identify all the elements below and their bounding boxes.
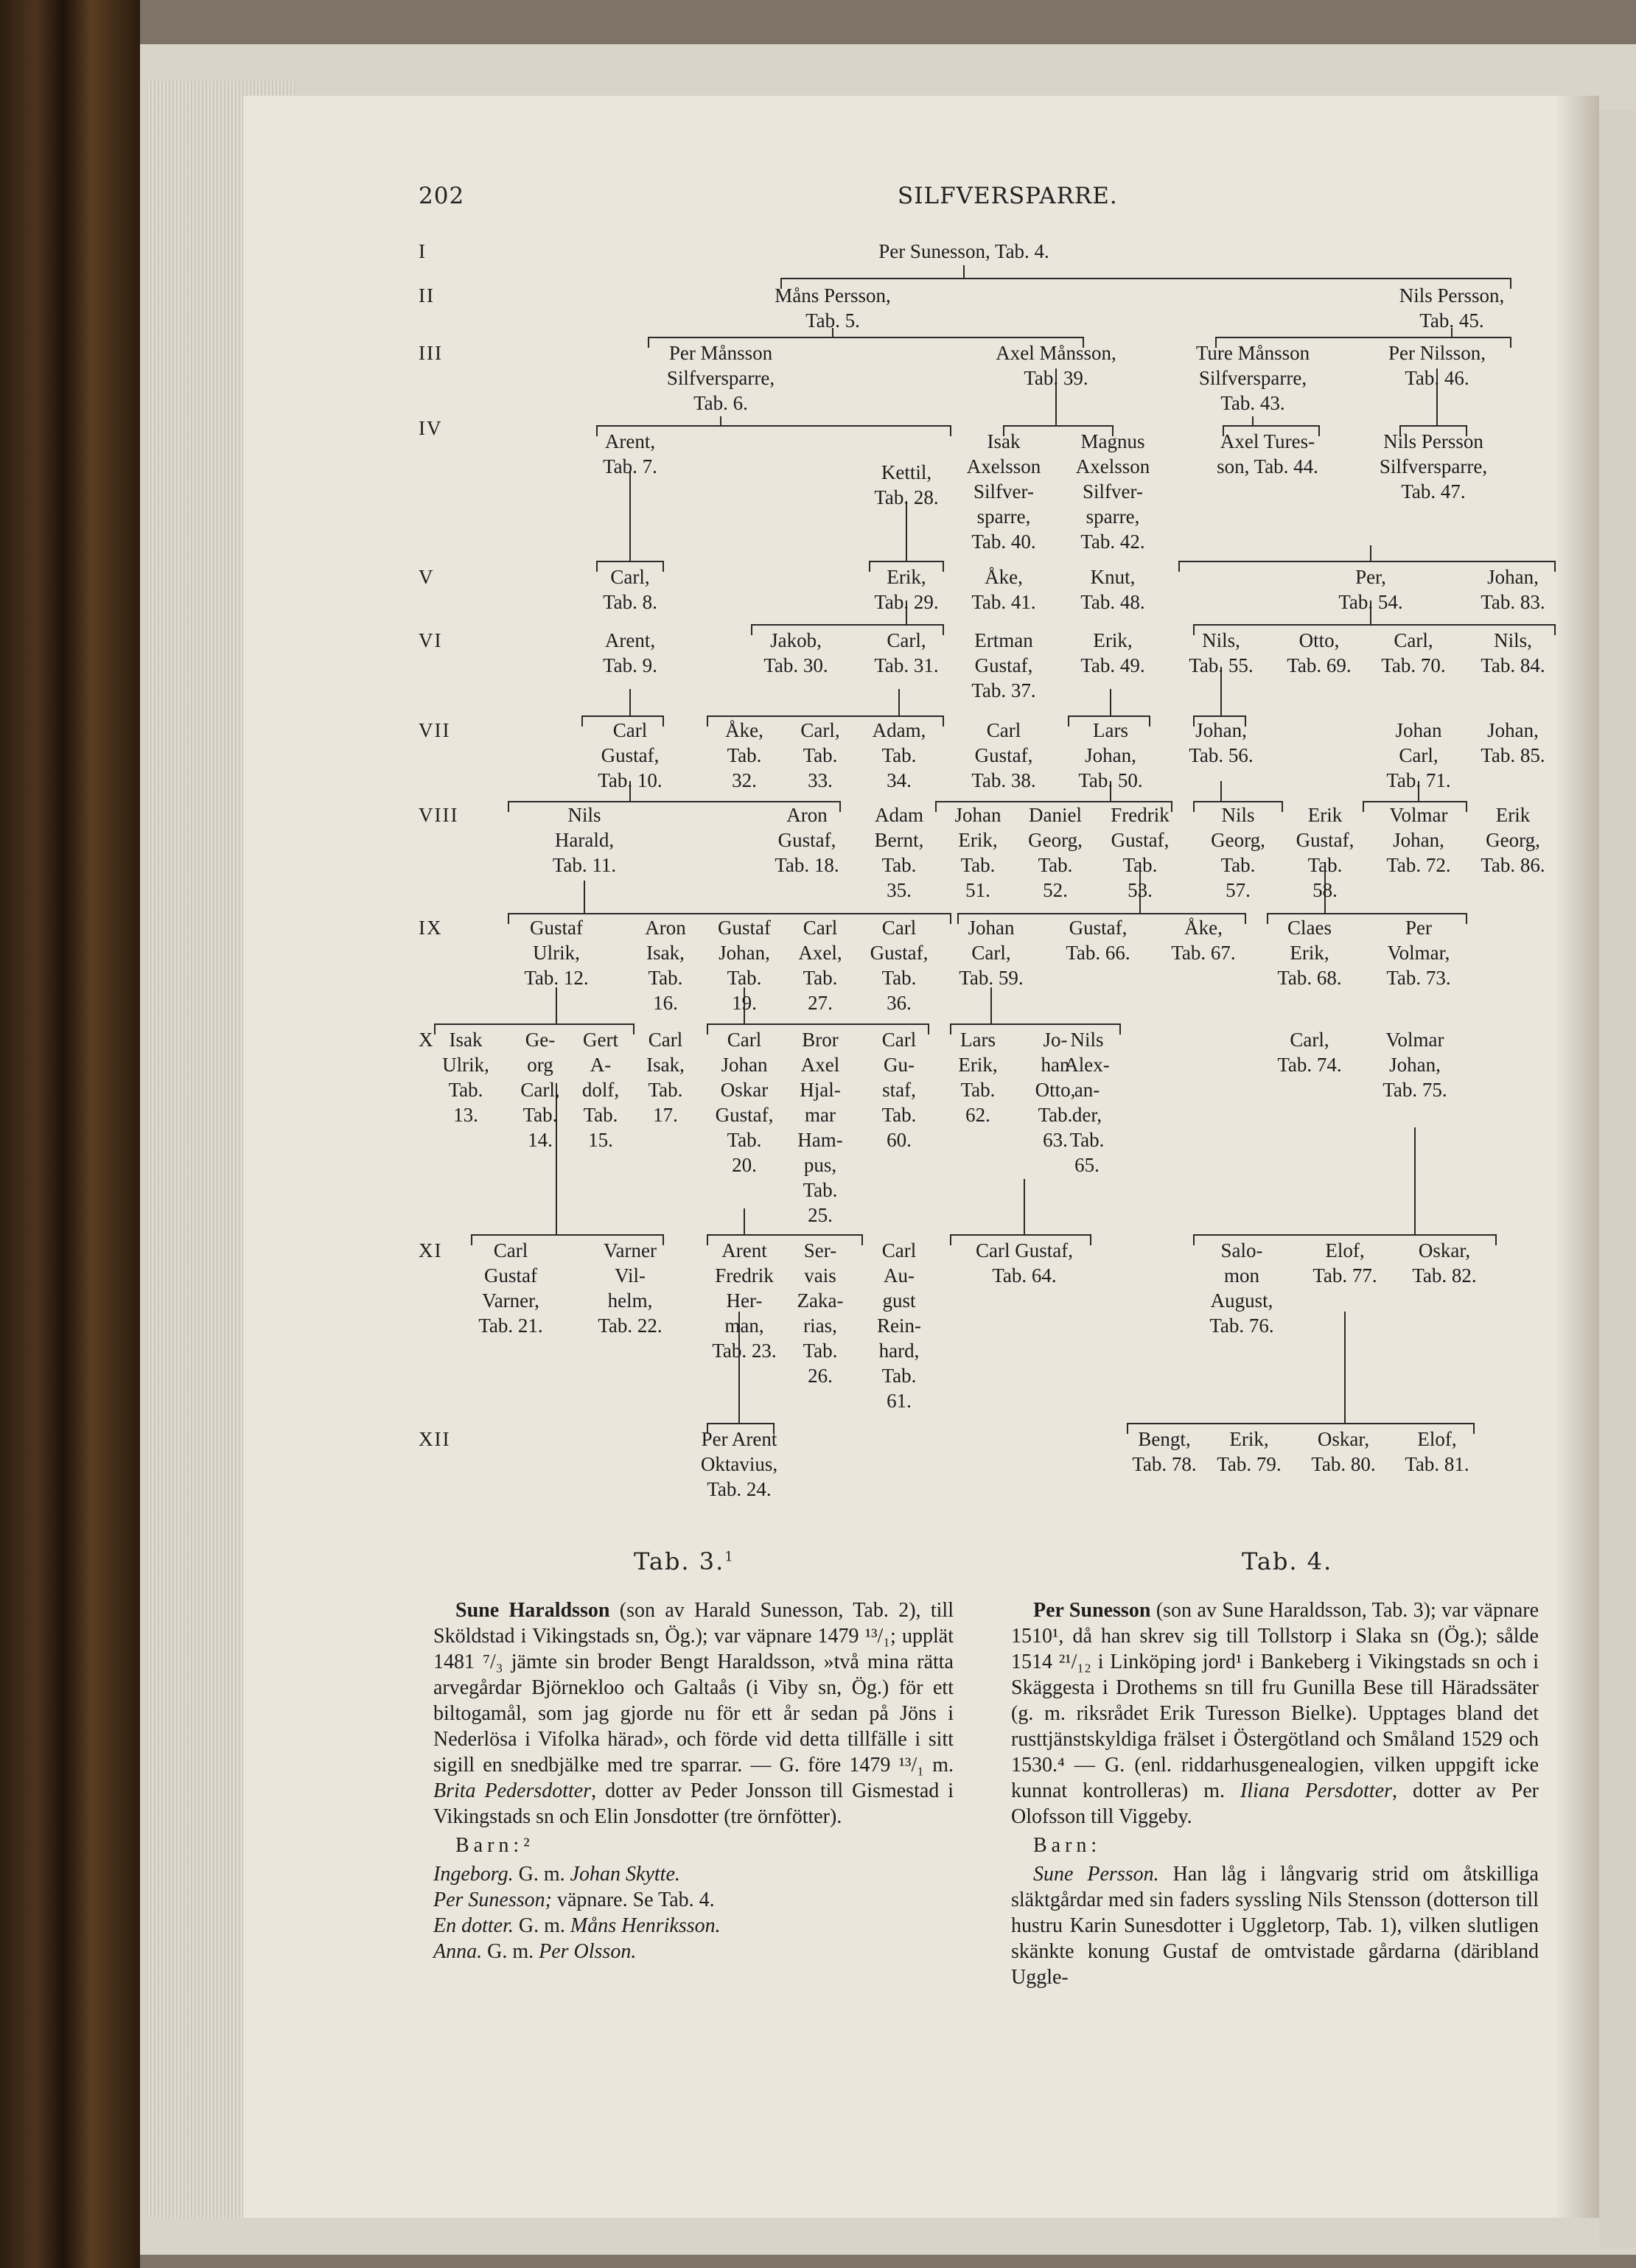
tab4-child: Sune Persson. Han låg i långvarig strid om åtskilliga släktgårdar med sin faders syssling Nils Stensson (dotterson till hustru Karin Sunesdotter i Uggletorp, Tab. 1), vilken slutligen skänkte konung Gustaf de omtvistade gårdarna (däribland Uggle- [1011, 1863, 1539, 1989]
generation-label: VIII [419, 804, 459, 826]
tab4-paragraph: Per Sunesson (son av Sune Haraldsson, Tab. 3); var väpnare 1510¹, då han skrev sig till Tollstorp i Slaka sn (Ög.); sålde 1514 ²¹/₁₂ i Linköping jord¹ i Bankeberg i Vikingstads sn och i Skäggesta i Drothems sn till fru Gunilla Bese till Häradssäter (g. m. riksrådet Erik Turesson Bielke). Upptages bland det rusttjänstskyldiga frälset i Östergötland och Småland 1529 och 1530.⁴ — G. (enl. riddarhusgenealogien, vilken uppgift icke kunnat kontrolleras) m. Iliana Persdotter, dotter av Per Olofsson till Viggeby. [1011, 1599, 1539, 1828]
tree-node: Nils, Tab. 55. [1189, 629, 1254, 676]
tree-node: Nils, Tab. 84. [1481, 629, 1545, 676]
generation-label: I [419, 240, 427, 262]
tree-node: Måns Persson, Tab. 5. [775, 284, 891, 332]
tab3-paragraph: Sune Haraldsson (son av Harald Sunesson, Tab. 2), till Sköldstad i Vikingstads sn, Ög.); var väpnare 1479 ¹³/₁; upplät 1481 ⁷/₃ jämte sin broder Bengt Haraldsson, »två mina rätta arvegårdar Björnekloo och Galtaås (i Viby sn, Ög.) för ett biltogamål, som jag gjorde nu för ett år sedan på Jöns i Nederlösa i Vifolka härad», och förde vid detta tillfälle i sitt sigill en snedbjälke med tre sparrar. — G. före 1479 ¹³/₁ m. Brita Pedersdotter, dotter av Peder Jonsson till Gismestad i Vikingstads sn och Elin Jonsdotter (tre örnfötter). [433, 1599, 954, 1828]
tree-node: Johan Erik, Tab. 51. [954, 804, 1001, 901]
page-number: 202 [419, 183, 465, 209]
tab3-column [433, 1597, 954, 1964]
generation-label: X [419, 1029, 435, 1051]
tree-node: Arent, Tab. 7. [603, 430, 657, 477]
tree-node: Johan, Tab. 85. [1481, 719, 1545, 766]
generation-label: IX [419, 917, 443, 939]
tree-nodes [442, 240, 1545, 1500]
tree-node: Carl, Tab. 70. [1381, 629, 1446, 676]
tab3-child: En dotter. G. m. Måns Henriksson. [433, 1914, 721, 1937]
tree-node: Daniel Georg, Tab. 52. [1028, 804, 1083, 901]
tree-node: Carl Isak, Tab. 17. [646, 1029, 685, 1126]
tree-node: Arent, Tab. 9. [603, 629, 657, 676]
tree-node: Otto, Tab. 69. [1287, 629, 1352, 676]
tree-node: Ture Månsson Silfversparre, Tab. 43. [1195, 342, 1310, 414]
tree-node: Volmar Johan, Tab. 72. [1386, 804, 1451, 876]
tree-node: Åke, Tab. 67. [1171, 917, 1236, 964]
tree-node: Oskar, Tab. 80. [1311, 1428, 1376, 1475]
tree-node: Elof, Tab. 81. [1405, 1428, 1469, 1475]
tree-node: Johan Carl, Tab. 59. [959, 917, 1024, 989]
tree-node: Nils Alex-an-der, Tab. 65. [1064, 1029, 1110, 1176]
tree-node: Erik Gustaf, Tab. 58. [1296, 804, 1354, 901]
generation-label: VI [419, 629, 443, 651]
tree-node: Carl Gustaf, Tab. 64. [976, 1239, 1073, 1287]
tab3-child: Per Sunesson; väpnare. Se Tab. 4. [433, 1889, 715, 1911]
tree-node: Johan, Tab. 56. [1189, 719, 1254, 766]
tree-node: Per Månsson Silfversparre, Tab. 6. [666, 342, 775, 414]
generation-label: IV [419, 417, 443, 439]
tree-node: Adam, Tab. 34. [872, 719, 926, 791]
tree-node: Johan, Tab. 83. [1481, 566, 1545, 613]
generation-label: III [419, 342, 443, 364]
tree-node: Lars Erik, Tab. 62. [958, 1029, 998, 1126]
tree-node: Nils Georg, Tab. 57. [1211, 804, 1265, 901]
tree-node: Carl Axel, Tab. 27. [798, 917, 842, 1014]
generation-label: XI [419, 1239, 443, 1261]
tree-node: Nils Persson Silfversparre, Tab. 47. [1379, 430, 1488, 503]
tree-node: Carl, Tab. 33. [800, 719, 840, 791]
tree-node: Carl Gu-staf, Tab. 60. [881, 1029, 917, 1151]
tree-node: Volmar Johan, Tab. 75. [1382, 1029, 1447, 1101]
tab4-title: Tab. 4. [1242, 1547, 1333, 1575]
tree-connector [1128, 1312, 1474, 1434]
tree-node: Carl Gustaf Varner, Tab. 21. [478, 1239, 543, 1337]
tree-node: Isak Axelsson Silfver-sparre, Tab. 40. [966, 430, 1041, 553]
tree-node: Johan Carl, Tab. 71. [1386, 719, 1451, 791]
tree-node: Jakob, Tab. 30. [763, 629, 828, 676]
tree-node: Per Sunesson, Tab. 4. [878, 240, 1049, 262]
tree-node: Oskar, Tab. 82. [1412, 1239, 1477, 1287]
tree-node: Aron Isak, Tab. 16. [645, 917, 686, 1014]
tree-node: Erik Georg, Tab. 86. [1481, 804, 1545, 876]
running-head: SILFVERSPARRE. [898, 183, 1118, 209]
tab3-child: Ingeborg. G. m. Johan Skytte. [433, 1863, 680, 1886]
tree-node: Fredrik Gustaf, Tab. 53. [1111, 804, 1170, 901]
tree-node: Åke, Tab. 41. [971, 566, 1036, 613]
tree-node: Carl Au-gust Rein-hard, Tab. 61. [877, 1239, 921, 1412]
tree-node: Varner Vil-helm, Tab. 22. [598, 1239, 663, 1337]
tree-node: Aron Gustaf, Tab. 18. [775, 804, 839, 876]
tree-node: Elof, Tab. 77. [1312, 1239, 1377, 1287]
tree-node: Axel Månsson, Tab. 39. [996, 342, 1116, 389]
tree-node: Carl, Tab. 31. [874, 629, 939, 676]
tree-node: Carl, Tab. 74. [1277, 1029, 1342, 1076]
tree-node: Kettil, Tab. 28. [874, 461, 939, 508]
tab4-barn-heading: Barn: [1033, 1834, 1102, 1857]
tree-node: Ertman Gustaf, Tab. 37. [971, 629, 1036, 701]
tree-node: Carl, Tab. 8. [603, 566, 657, 613]
tree-connector [1194, 1127, 1496, 1245]
tree-node: Isak Ulrik, Tab. 13. [442, 1029, 489, 1126]
generation-labels [419, 240, 458, 1450]
generation-label: II [419, 284, 435, 307]
tree-node: Ser-vais Zaka-rias, Tab. 26. [797, 1239, 844, 1387]
tree-node: Nils Persson, Tab. 45. [1399, 284, 1505, 332]
generation-label: V [419, 566, 435, 588]
tree-node: Gustaf, Tab. 66. [1066, 917, 1130, 964]
tree-connector [435, 987, 634, 1035]
tree-node: Carl Gustaf, Tab. 38. [971, 719, 1036, 791]
tree-node: Claes Erik, Tab. 68. [1277, 917, 1342, 989]
tree-node: Carl Gustaf, Tab. 10. [598, 719, 663, 791]
tree-node: Knut, Tab. 48. [1080, 566, 1145, 613]
tree-node: Per Nilsson, Tab. 46. [1388, 342, 1486, 389]
tree-node: Carl Johan Oskar Gustaf, Tab. 20. [715, 1029, 774, 1176]
tree-node: Erik, Tab. 29. [874, 566, 939, 613]
tree-node: Arent Fredrik Her-man, Tab. 23. [712, 1239, 777, 1362]
tab3-children [433, 1861, 954, 1964]
generation-label: VII [419, 719, 451, 741]
tree-node: Bengt, Tab. 78. [1132, 1428, 1197, 1475]
tree-connector [958, 862, 1245, 924]
tree-node: Carl Gustaf, Tab. 36. [870, 917, 929, 1014]
tree-node: Per Arent Oktavius, Tab. 24. [700, 1428, 778, 1500]
tree-node: Ge-org Carl, Tab. 14. [520, 1029, 560, 1151]
tree-connector [472, 1083, 663, 1245]
tab3-title: Tab. 3.$^1$ [634, 1547, 735, 1575]
tree-node: Gustaf Ulrik, Tab. 12. [524, 917, 589, 989]
tree-connector [951, 1179, 1091, 1245]
tab3-barn-heading: Barn:² [455, 1834, 534, 1857]
tree-node: Gustaf Johan, Tab. 19. [718, 917, 771, 1014]
tab3-child: Anna. G. m. Per Olsson. [433, 1940, 637, 1963]
tree-connector [951, 987, 1120, 1035]
tree-node: Jo-han Otto, Tab. 63. [1035, 1029, 1076, 1151]
tree-node: Gert A-dolf, Tab. 15. [581, 1029, 620, 1151]
tree-node: Erik, Tab. 49. [1080, 629, 1145, 676]
tree-node: Salo-mon August, Tab. 76. [1209, 1239, 1274, 1337]
tree-node: Nils Harald, Tab. 11. [552, 804, 617, 876]
tree-connector [870, 501, 943, 572]
tree-node: Per, Tab. 54. [1338, 566, 1403, 613]
tree-connector [597, 472, 663, 572]
tree-node: Erik, Tab. 79. [1217, 1428, 1282, 1475]
generation-label: XII [419, 1428, 451, 1450]
tree-node: Bror Axel Hjal-mar Ham-pus, Tab. 25. [797, 1029, 843, 1226]
tab4-column [1011, 1597, 1539, 1990]
tree-node: Adam Bernt, Tab. 35. [874, 804, 924, 901]
tree-node: Axel Tures-son, Tab. 44. [1217, 430, 1318, 477]
tree-node: Magnus Axelsson Silfver-sparre, Tab. 42. [1075, 430, 1150, 553]
tree-node: Lars Johan, Tab. 50. [1078, 719, 1143, 791]
tree-node: Åke, Tab. 32. [725, 719, 763, 791]
tree-node: Per Volmar, Tab. 73. [1386, 917, 1451, 989]
